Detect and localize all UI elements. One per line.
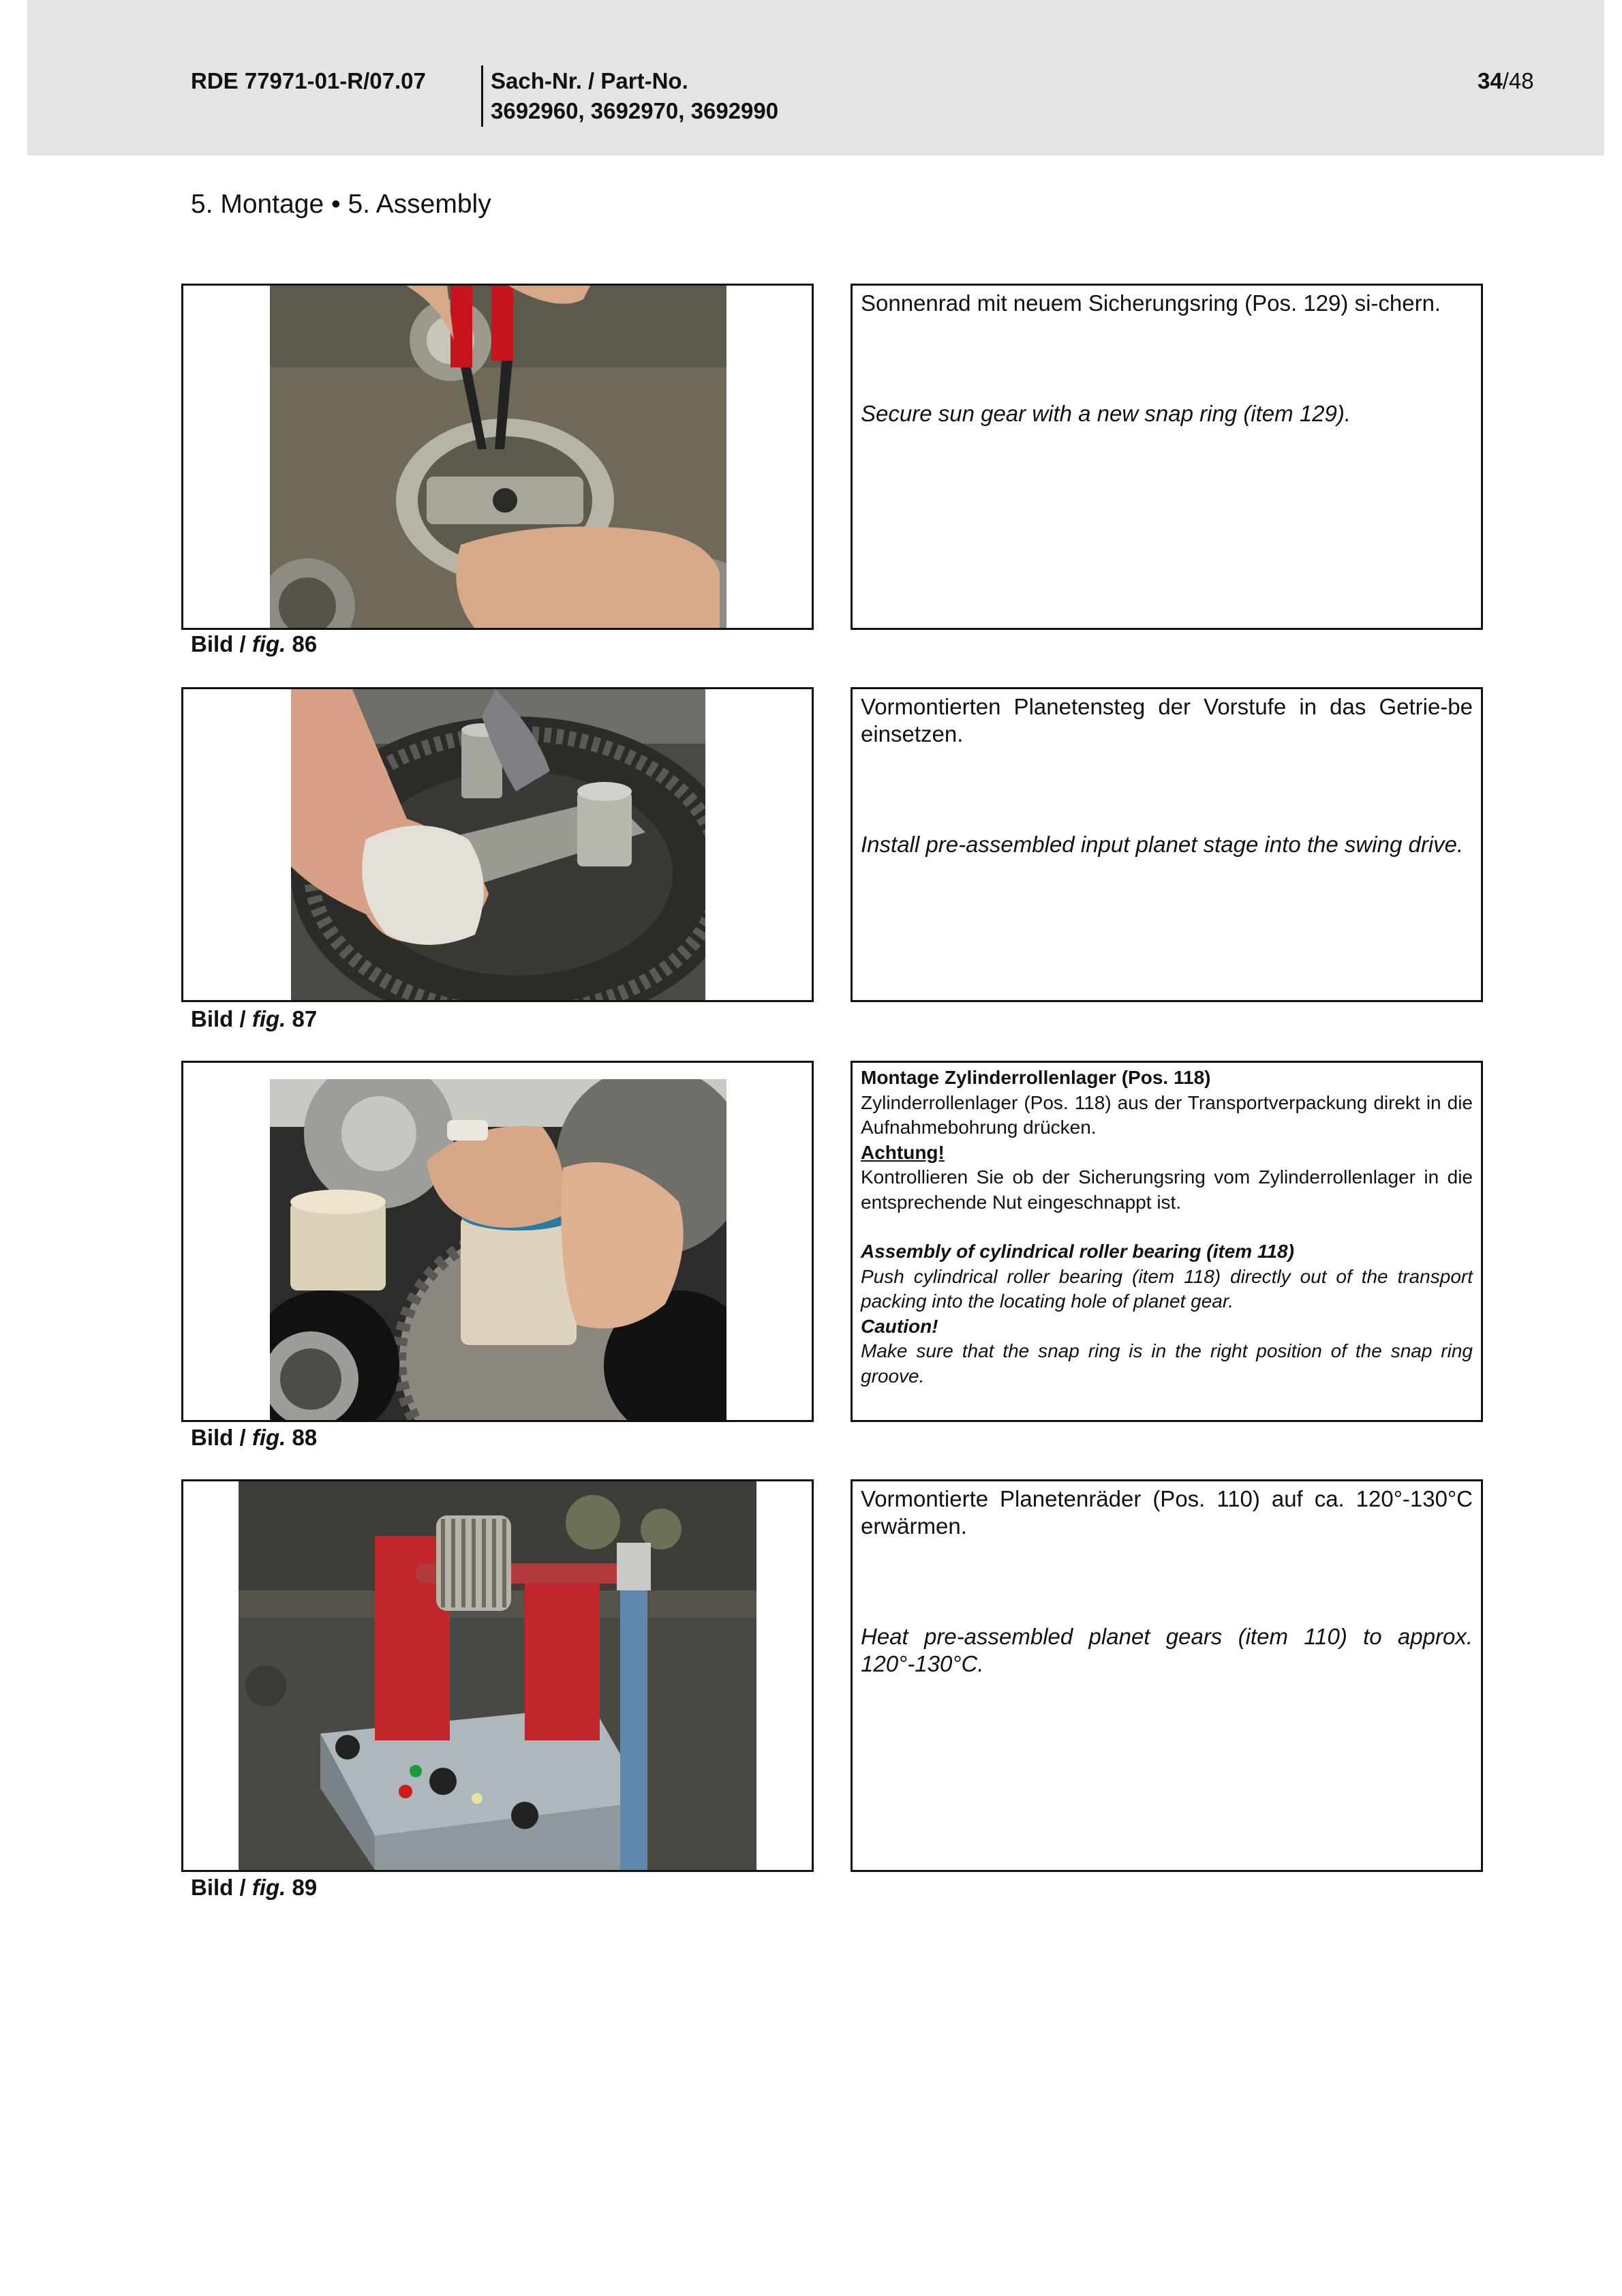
text-english: Heat pre-assembled planet gears (item 110) to approx. 120°-130°C. xyxy=(861,1624,1473,1676)
figure-89-photo xyxy=(239,1481,756,1870)
caption-number: 88 xyxy=(286,1425,318,1450)
figure-87-caption xyxy=(191,1006,317,1032)
german-warning: Kontrollieren Sie ob der Sicherungsring vom Zylinderrollenlager in die entsprechende Nut eingeschnappt ist. xyxy=(861,1166,1473,1213)
page-total: /48 xyxy=(1502,68,1534,93)
english-warning: Make sure that the snap ring is in the right position of the snap ring groove. xyxy=(861,1340,1473,1387)
text-german: Vormontierten Planetensteg der Vorstufe in das Getrie-be einsetzen. xyxy=(861,694,1473,746)
figure-88-caption xyxy=(191,1425,317,1451)
part-number-label: Sach-Nr. / Part-No. xyxy=(491,68,688,93)
caption-bild: Bild / xyxy=(191,631,252,656)
figure-87-text-box xyxy=(851,687,1483,1002)
page-current: 34 xyxy=(1478,68,1503,93)
figure-88-frame xyxy=(181,1061,814,1422)
figure-87-photo xyxy=(291,689,705,1000)
text-english: Secure sun gear with a new snap ring (item 129). xyxy=(861,401,1351,426)
caption-number: 87 xyxy=(286,1006,318,1031)
figure-86-caption xyxy=(191,631,317,657)
page-number xyxy=(1478,68,1534,94)
header-divider xyxy=(481,65,483,127)
figure-86-frame xyxy=(181,284,814,630)
english-body: Push cylindrical roller bearing (item 118) directly out of the transport packing into the locating hole of planet gear. xyxy=(861,1265,1473,1312)
figure-87-frame xyxy=(181,687,814,1002)
figure-89-caption xyxy=(191,1875,317,1901)
figure-86-text-box xyxy=(851,284,1483,630)
caption-bild: Bild / xyxy=(191,1006,252,1031)
english-heading: Assembly of cylindrical roller bearing (item 118) xyxy=(861,1241,1294,1262)
german-body: Zylinderrollenlager (Pos. 118) aus der Transportverpackung direkt in die Aufnahmebohrung drücken. xyxy=(861,1091,1473,1138)
document-reference: RDE 77971-01-R/07.07 xyxy=(191,68,426,93)
figure-88-photo xyxy=(270,1079,726,1420)
text-english: Install pre-assembled input planet stage into the swing drive. xyxy=(861,832,1464,857)
figure-88-text-box xyxy=(851,1061,1483,1422)
german-heading: Montage Zylinderrollenlager (Pos. 118) xyxy=(861,1067,1211,1088)
figure-89-frame xyxy=(181,1479,814,1872)
caption-fig: fig. xyxy=(251,1425,286,1450)
english-warning-label: Caution! xyxy=(861,1315,938,1337)
caption-bild: Bild / xyxy=(191,1875,252,1900)
text-german: Sonnenrad mit neuem Sicherungsring (Pos. 129) si-chern. xyxy=(861,290,1441,316)
section-title: 5. Montage • 5. Assembly xyxy=(191,190,491,219)
caption-fig: fig. xyxy=(251,1006,286,1031)
caption-number: 86 xyxy=(286,631,318,656)
caption-fig: fig. xyxy=(251,1875,286,1900)
caption-number: 89 xyxy=(286,1875,318,1900)
figure-86-photo xyxy=(270,286,726,628)
german-warning-label: Achtung! xyxy=(861,1141,945,1163)
figure-89-text-box xyxy=(851,1479,1483,1872)
part-numbers: 3692960, 3692970, 3692990 xyxy=(491,98,779,123)
caption-bild: Bild / xyxy=(191,1425,252,1450)
text-german: Vormontierte Planetenräder (Pos. 110) auf ca. 120°-130°C erwärmen. xyxy=(861,1486,1473,1539)
caption-fig: fig. xyxy=(251,631,286,656)
